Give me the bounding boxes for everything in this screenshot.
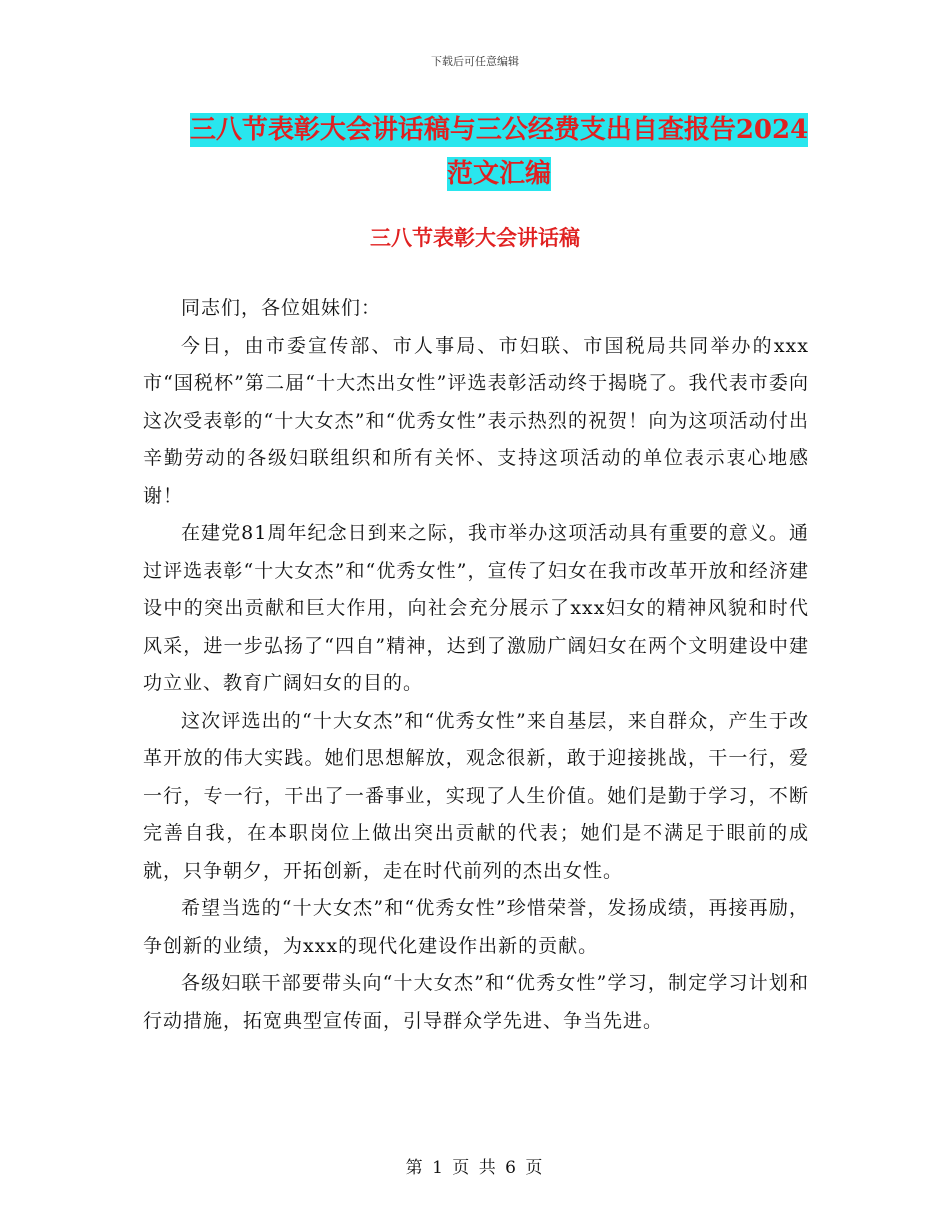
header-note: 下载后可任意编辑 <box>431 55 519 68</box>
section-title: 三八节表彰大会讲话稿 <box>370 225 580 250</box>
body-paragraph: 这次评选出的“十大女杰”和“优秀女性”来自基层，来自群众，产生于改革开放的伟大实践。她们思想解放，观念很新，敢于迎接挑战，干一行，爱一行，专一行，干出了一番事业，实现了人生价值。她们是勤于学习，不断完善自我，在本职岗位上做出突出贡献的代表；她们是不满足于眼前的成就，只争朝夕，开拓创新，走在时代前列的杰出女性。 <box>143 709 809 882</box>
page-footer: 第 1 页 共 6 页 <box>405 1158 545 1178</box>
body-paragraph: 各级妇联干部要带头向“十大女杰”和“优秀女性”学习，制定学习计划和行动措施，拓宽典型宣传面，引导群众学先进、争当先进。 <box>143 972 809 1032</box>
document-body <box>143 290 809 1040</box>
document-title-line1: 三八节表彰大会讲话稿与三公经费支出自查报告2024 <box>189 115 809 145</box>
document-title <box>140 108 858 196</box>
body-paragraph: 在建党81周年纪念日到来之际，我市举办这项活动具有重要的意义。通过评选表彰“十大女杰”和“优秀女性”，宣传了妇女在我市改革开放和经济建设中的突出贡献和巨大作用，向社会充分展示了xxx妇女的精神风貌和时代风采，进一步弘扬了“四自”精神，达到了激励广阔妇女在两个文明建设中建功立业、教育广阔妇女的目的。 <box>143 522 809 694</box>
body-paragraph: 今日，由市委宣传部、市人事局、市妇联、市国税局共同举办的xxx市“国税杯”第二届“十大杰出女性”评选表彰活动终于揭晓了。我代表市委向这次受表彰的“十大女杰”和“优秀女性”表示热烈的祝贺！向为这项活动付出辛勤劳动的各级妇联组织和所有关怀、支持这项活动的单位表示衷心地感谢！ <box>143 334 809 507</box>
body-paragraph: 希望当选的“十大女杰”和“优秀女性”珍惜荣誉，发扬成绩，再接再励，争创新的业绩，为xxx的现代化建设作出新的贡献。 <box>143 897 809 957</box>
salutation-paragraph: 同志们，各位姐妹们： <box>181 297 382 319</box>
document-title-line2: 范文汇编 <box>446 159 551 189</box>
